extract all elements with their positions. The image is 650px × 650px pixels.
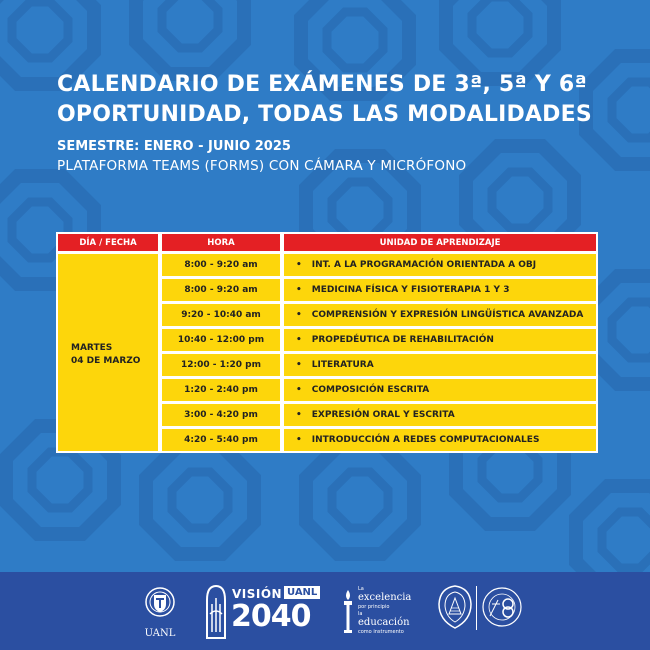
bullet-icon: • — [296, 309, 302, 320]
date-label: 04 DE MARZO — [71, 356, 141, 366]
unit-text: COMPOSICIÓN ESCRITA — [311, 384, 430, 395]
vision-year: 2040 — [231, 599, 311, 634]
platform-label: PLATAFORMA TEAMS (FORMS) CON CÁMARA Y MICRÓFONO — [57, 158, 467, 174]
bullet-icon: • — [296, 384, 302, 395]
table-row-unit — [284, 329, 596, 351]
table-row-unit — [284, 404, 596, 426]
table-row-unit — [284, 379, 596, 401]
uanl-logo — [140, 584, 180, 644]
excelencia-text-2: excelencia — [358, 592, 412, 603]
table-row-time: 4:20 - 5:40 pm — [162, 429, 280, 451]
school-seal-icon — [480, 584, 524, 630]
excelencia-text-4: la — [358, 611, 363, 617]
semester-label: SEMESTRE: ENERO - JUNIO 2025 — [57, 139, 291, 154]
bullet-icon: • — [296, 284, 302, 295]
footer-logos — [0, 572, 650, 650]
vision-2040-icon — [204, 584, 228, 640]
excelencia-text-5: educación — [358, 617, 410, 628]
unit-text: INTRODUCCIÓN A REDES COMPUTACIONALES — [311, 434, 540, 445]
table-row-time: 8:00 - 9:20 am — [162, 254, 280, 276]
header-unit: UNIDAD DE APRENDIZAJE — [284, 234, 596, 251]
date-cell — [58, 254, 158, 451]
school-seal-logo — [480, 584, 524, 630]
table-row-time: 12:00 - 1:20 pm — [162, 354, 280, 376]
uanl-label: UANL — [144, 628, 176, 639]
excelencia-logo — [342, 586, 418, 638]
unit-text: COMPRENSIÓN Y EXPRESIÓN LINGÜÍSTICA AVANZADA — [311, 309, 584, 320]
vision-uanl-badge: UANL — [284, 586, 320, 599]
table-row-time: 8:00 - 9:20 am — [162, 279, 280, 301]
table-row-unit — [284, 279, 596, 301]
unit-text: MEDICINA FÍSICA Y FISIOTERAPIA 1 Y 3 — [311, 284, 510, 295]
table-row-unit — [284, 254, 596, 276]
seal-divider — [476, 586, 477, 630]
torch-icon — [342, 588, 354, 634]
excelencia-text-1: La — [358, 586, 364, 592]
title-line-2: OPORTUNIDAD, TODAS LAS MODALIDADES — [57, 102, 592, 127]
excelencia-text-3: por principio — [358, 604, 390, 610]
day-label: MARTES — [71, 343, 113, 353]
header-day-date: DÍA / FECHA — [58, 234, 158, 251]
page-title — [57, 70, 617, 130]
uanl-shield-icon — [140, 584, 180, 624]
bullet-icon: • — [296, 434, 302, 445]
bullet-icon: • — [296, 409, 302, 420]
excelencia-text-6: como instrumento — [358, 629, 404, 635]
table-row-time: 9:20 - 10:40 am — [162, 304, 280, 326]
header-time: HORA — [162, 234, 280, 251]
bullet-icon: • — [296, 334, 302, 345]
vision-2040-logo — [204, 584, 324, 640]
faculty-seal-logo — [436, 584, 474, 630]
unit-text: INT. A LA PROGRAMACIÓN ORIENTADA A OBJ — [311, 259, 537, 270]
table-row-time: 10:40 - 12:00 pm — [162, 329, 280, 351]
table-row-time: 1:20 - 2:40 pm — [162, 379, 280, 401]
unit-text: LITERATURA — [311, 359, 374, 370]
faculty-seal-icon — [436, 584, 474, 630]
vision-label: VISIÓN — [232, 587, 283, 601]
bullet-icon: • — [296, 359, 302, 370]
title-line-1: CALENDARIO DE EXÁMENES DE 3ª, 5ª Y 6ª — [57, 72, 587, 97]
exam-schedule-table — [56, 232, 598, 453]
unit-text: PROPEDÉUTICA DE REHABILITACIÓN — [311, 334, 494, 345]
unit-text: EXPRESIÓN ORAL Y ESCRITA — [311, 409, 455, 420]
table-row-unit — [284, 354, 596, 376]
bullet-icon: • — [296, 259, 302, 270]
table-row-unit — [284, 429, 596, 451]
table-row-time: 3:00 - 4:20 pm — [162, 404, 280, 426]
table-row-unit — [284, 304, 596, 326]
